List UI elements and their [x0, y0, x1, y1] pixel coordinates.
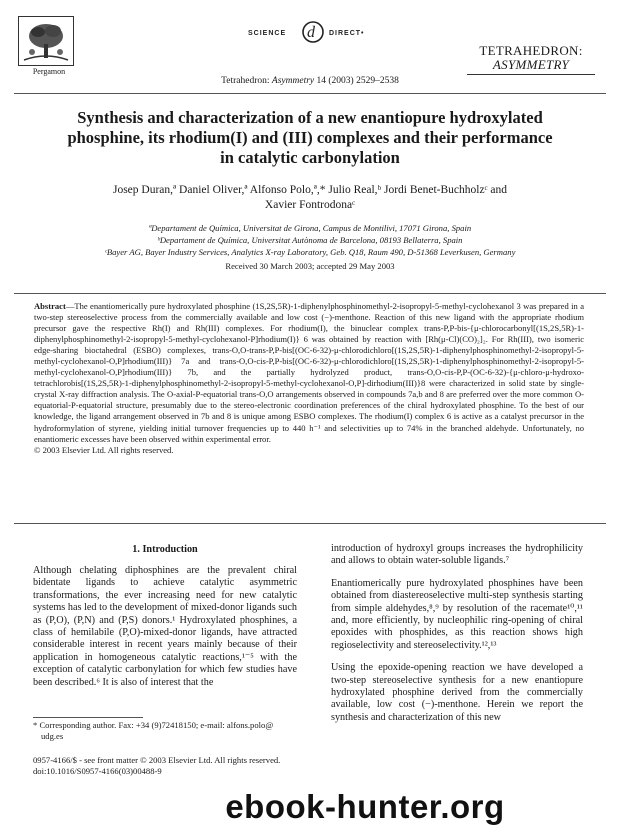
authors-line2: Xavier Fontrodonaᶜ: [264, 199, 356, 211]
citation-prefix: Tetrahedron:: [221, 76, 272, 86]
issn-line: 0957-4166/$ - see front matter © 2003 Elsevier Ltd. All rights reserved.: [33, 755, 281, 765]
intro-paragraph-4: Using the epoxide-opening reaction we have developed a two-step stereoselective synthesis for a new enantiopure hydroxylated phosphine derived from the commercially available, low cost (−)-menthone. Herein we report the synthesis and characterization of this new: [331, 662, 583, 723]
doi-line: doi:10.1016/S0957-4166(03)00488-9: [33, 766, 162, 776]
front-matter: [33, 755, 313, 777]
affiliation-c: ᶜBayer AG, Bayer Industry Services, Analytics X-ray Laboratory, Geb. Q18, Raum 490, D-51368 Leverkusen, Germany: [104, 247, 516, 257]
abstract-top-divider: [14, 293, 606, 294]
journal-title-line1: TETRAHEDRON:: [479, 43, 583, 58]
intro-paragraph-3: Enantiomerically pure hydroxylated phosphines have been obtained from diastereoselective multi-step synthesis starting from simple aldehydes,⁸,⁹ by resolution of the racemate¹⁰,¹¹ and, more efficiently, by nucleophilic ring-opening of chiral epoxides with phosphides, as this reaction shows high regioselectivity and stereoselectivity.¹²,¹³: [331, 577, 583, 651]
intro-paragraph-2: introduction of hydroxyl groups increases the hydrophilicity and allows to obtain water-soluble ligands.⁷: [331, 543, 583, 567]
watermark: ebook-hunter.org: [225, 788, 505, 825]
abstract-bottom-divider: [14, 523, 606, 524]
received-dates: Received 30 March 2003; accepted 29 May 2003: [225, 261, 395, 271]
right-column: [331, 543, 583, 734]
journal-title-line2: ASYMMETRY: [492, 57, 570, 72]
left-column: [33, 565, 297, 699]
abstract-copyright: © 2003 Elsevier Ltd. All rights reserved.: [34, 444, 174, 455]
sciencedirect-logo: [238, 20, 388, 44]
author-list: [40, 183, 580, 213]
svg-text:SCIENCE: SCIENCE: [248, 30, 287, 37]
section-heading: 1. Introduction: [132, 544, 198, 555]
abstract-label: Abstract: [34, 301, 66, 311]
affiliation-a: ªDepartament de Química, Universitat de Girona, Campus de Montilivi, 17071 Girona, Spain: [148, 223, 472, 233]
affiliations: [20, 222, 600, 258]
authors-line1: Josep Duran,ª Daniel Oliver,ª Alfonso Polo,ª,* Julio Real,ᵇ Jordi Benet-Buchholzᶜ and: [112, 184, 508, 196]
journal-title: [456, 44, 606, 75]
footnote-text-cont: udg.es: [41, 731, 64, 741]
abstract-text: —The enantiomerically pure hydroxylated phosphine (1S,2S,5R)-1-diphenylphosphinomethyl-2-isopropyl-5-methyl-cyclohexanol 3 was prepared in a two-step stereoselective process from the commercially available and low cost (−)-menthone. Reaction of this new ligand with the appropriate rhodium precursor gave the respective Rh(I) and Rh(III) complexes. For rhodium(I), the binuclear complex trans-P,P-bis-{μ-chlorocarbonyl[(1S,2S,5R)-1-diphenylphosphinomethyl-2-isopropyl-5-methyl-cyclohexanol-P]rhodium(I)} 6 was obtained by reaction with [Rh(μ-Cl)(CO)₂]₂. For Rh(III), two isomeric edge-sharing bioctahedral (ESBO) complexes, trans-O,O-trans-P,P-bis[(OC-6-32)-μ-chlorodichloro[(1S,2S,5R)-1-diphenylphosphinomethyl-2-isopropyl-5-methyl-cyclohexanol-O,P]rhodium(III)} 7a and trans-O,O-cis-P,P-bis[(OC-6-32)-μ-chlorodichloro[(1S,2S,5R)-1-diphenylphosphinomethyl-2-isopropyl-5-methyl-cyclohexanol-O,P]rhodium(III)} 7b, and the partially hydrolyzed product, trans-O,O-cis-P,P-(OC-6-32)-{μ-chloro-μ-hydroxo-tetrachlorobis[(1S,2S,5R)-1-diphenylphosphinomethyl-2-isopropyl-5-methyl-cyclohexanol-O,P]-dirhodium(III)}8 were characterized in solid state by single-crystal X-ray diffraction analysis. The O-axial-P-equatorial trans-O,O arrangements observed in compounds 7a,b and 8 are preferred over the more common O-equatorial-P-equatorial structure, presumably due to the stereo-electronic coordination preferences of the chiral hydroxylated phosphine. To the best of our knowledge, the ligand arrangement observed in 7b and 8 is unique among ESBO complexes. The rhodium(I) complex 6 is active as a catalyst precursor in the hydroformylation of styrene, yielding initial turnover frequencies up to 440 h⁻¹ and selectivities up to 74% in the branched aldehyde. Unfortunately, no enantiomeric excesses have been observed within experimental error.: [34, 301, 584, 444]
citation-rest: 14 (2003) 2529–2538: [314, 76, 399, 86]
footnote-divider: [33, 717, 143, 718]
svg-text:d: d: [307, 24, 315, 41]
svg-text:DIRECT•: DIRECT•: [329, 30, 365, 37]
journal-title-rule: [467, 74, 595, 75]
abstract: [34, 301, 584, 456]
article-title: Synthesis and characterization of a new enantiopure hydroxylated phosphine, its rhodium(I) and (III) complexes and their performance in catalytic carbonylation: [67, 108, 553, 167]
footnote-text: * Corresponding author. Fax: +34 (9)72418150; e-mail:: [33, 720, 227, 730]
elsevier-tree-logo: [18, 16, 74, 66]
intro-paragraph-1: Although chelating diphosphines are the prevalent chiral bidentate ligands to achieve catalytic asymmetric transformations, the ever increasing need for new catalytic systems has led to the development of mixed-donor ligands such as (P,O), (P,N) and (P,S) donors.¹ Hydroxylated phosphines, a class of hemilabile (P,O)-mixed-donor ligands, have attracted considerable interest in recent years mainly because of their application in homogeneous catalytic reactions,¹⁻⁵ with the exception of catalytic carbonylation for which few studies have been described.⁶ It is also of interest that the: [33, 565, 297, 688]
author-email-link[interactable]: alfons.polo@: [226, 720, 274, 730]
citation: [0, 76, 620, 86]
publisher-name: Pergamon: [32, 67, 66, 76]
header-divider: [14, 93, 606, 94]
affiliation-b: ᵇDepartament de Química, Universitat Autònoma de Barcelona, 08193 Bellaterra, Spain: [157, 235, 463, 245]
citation-journal: Asymmetry: [271, 76, 315, 86]
corresponding-author-footnote: [33, 720, 313, 742]
